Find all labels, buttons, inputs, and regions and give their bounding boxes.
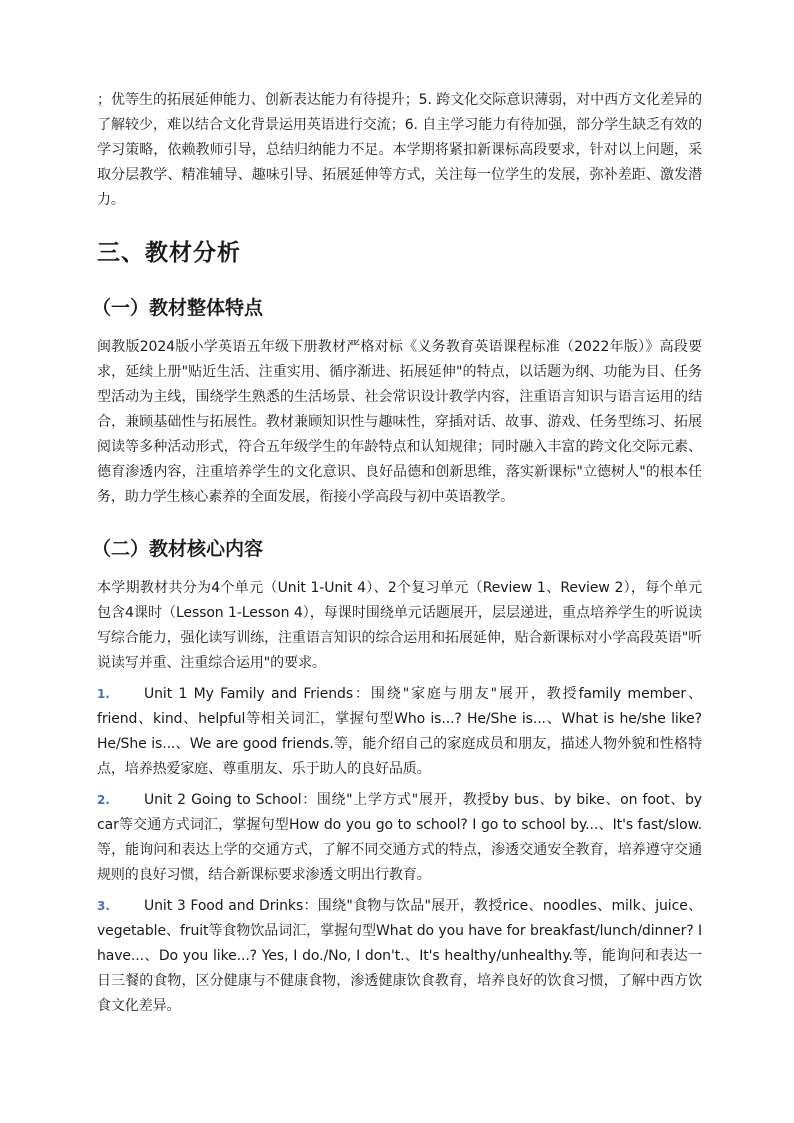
list-number: 2. xyxy=(97,793,110,807)
subsection-paragraph-1: 闽教版2024版小学英语五年级下册教材严格对标《义务教育英语课程标准（2022年版）》高段要求，延续上册"贴近生活、注重实用、循序渐进、拓展延伸"的特点，以话题为纲、功能为目、任务型活动为主线，围绕学生熟悉的生活场景、社会常识设计教学内容，注重语言知识与语言运用的结合，兼顾基础性与拓展性。教材兼顾知识性与趣味性，穿插对话、故事、游戏、任务型练习、拓展阅读等多种活动形式，符合五年级学生的年龄特点和认知规律；同时融入丰富的跨文化交际元素、德育渗透内容，注重培养学生的文化意识、良好品德和创新思维，落实新课标"立德树人"的根本任务，助力学生核心素养的全面发展，衔接小学高段与初中英语教学。 xyxy=(97,339,702,505)
list-text: Unit 3 Food and Drinks：围绕"食物与饮品"展开，教授rice、noodles、milk、juice、vegetable、fruit等食物饮品词汇，掌握句型What do you have for breakfast/lunch/dinner? I have...、Do you like...? Yes, I do./No, I don't.、It's healthy/unhealthy.等，能询问和表达一日三餐的食物，区分健康与不健康食物，渗透健康饮食教育，培养良好的饮食习惯，了解中西方饮食文化差异。 xyxy=(97,898,702,1014)
list-item xyxy=(97,788,702,888)
list-number: 1. xyxy=(97,687,110,701)
subsection-paragraph-2: 本学期教材共分为4个单元（Unit 1-Unit 4）、2个复习单元（Review 1、Review 2），每个单元包含4课时（Lesson 1-Lesson 4），每课时围绕单元话题展开，层层递进，重点培养学生的听说读写综合能力，强化读写训练，注重语言知识的综合运用和拓展延伸，贴合新课标对小学高段英语"听说读写并重、注重综合运用"的要求。 xyxy=(97,580,702,671)
list-number: 3. xyxy=(97,899,110,913)
intro-paragraph: ；优等生的拓展延伸能力、创新表达能力有待提升；5. 跨文化交际意识薄弱，对中西方文化差异的了解较少，难以结合文化背景运用英语进行交流；6. 自主学习能力有待加强，部分学生缺乏有效的学习策略，依赖教师引导，总结归纳能力不足。本学期将紧扣新课标高段要求，针对以上问题，采取分层教学、精准辅导、趣味引导、拓展延伸等方式，关注每一位学生的发展，弥补差距、激发潜力。 xyxy=(97,92,702,208)
list-text: Unit 2 Going to School：围绕"上学方式"展开，教授by bus、by bike、on foot、by car等交通方式词汇，掌握句型How do you go to school? I go to school by...、It's fast/slow.等，能询问和表达上学的交通方式，了解不同交通方式的特点，渗透交通安全教育，培养遵守交通规则的良好习惯，结合新课标要求渗透文明出行教育。 xyxy=(97,792,702,883)
list-text: Unit 1 My Family and Friends：围绕"家庭与朋友"展开，教授family member、friend、kind、helpful等相关词汇，掌握句型Who is...? He/She is...、What is he/she like? He/She is...、We are good friends.等，能介绍自己的家庭成员和朋友，描述人物外貌和性格特点，培养热爱家庭、尊重朋友、乐于助人的良好品质。 xyxy=(97,686,702,777)
section-title: 三、教材分析 xyxy=(97,240,241,266)
list-item xyxy=(97,894,702,1019)
document-page xyxy=(92,88,702,1019)
subsection-title-1: （一）教材整体特点 xyxy=(92,297,264,319)
subsection-title-2: （二）教材核心内容 xyxy=(92,538,264,560)
list-item xyxy=(97,682,702,782)
